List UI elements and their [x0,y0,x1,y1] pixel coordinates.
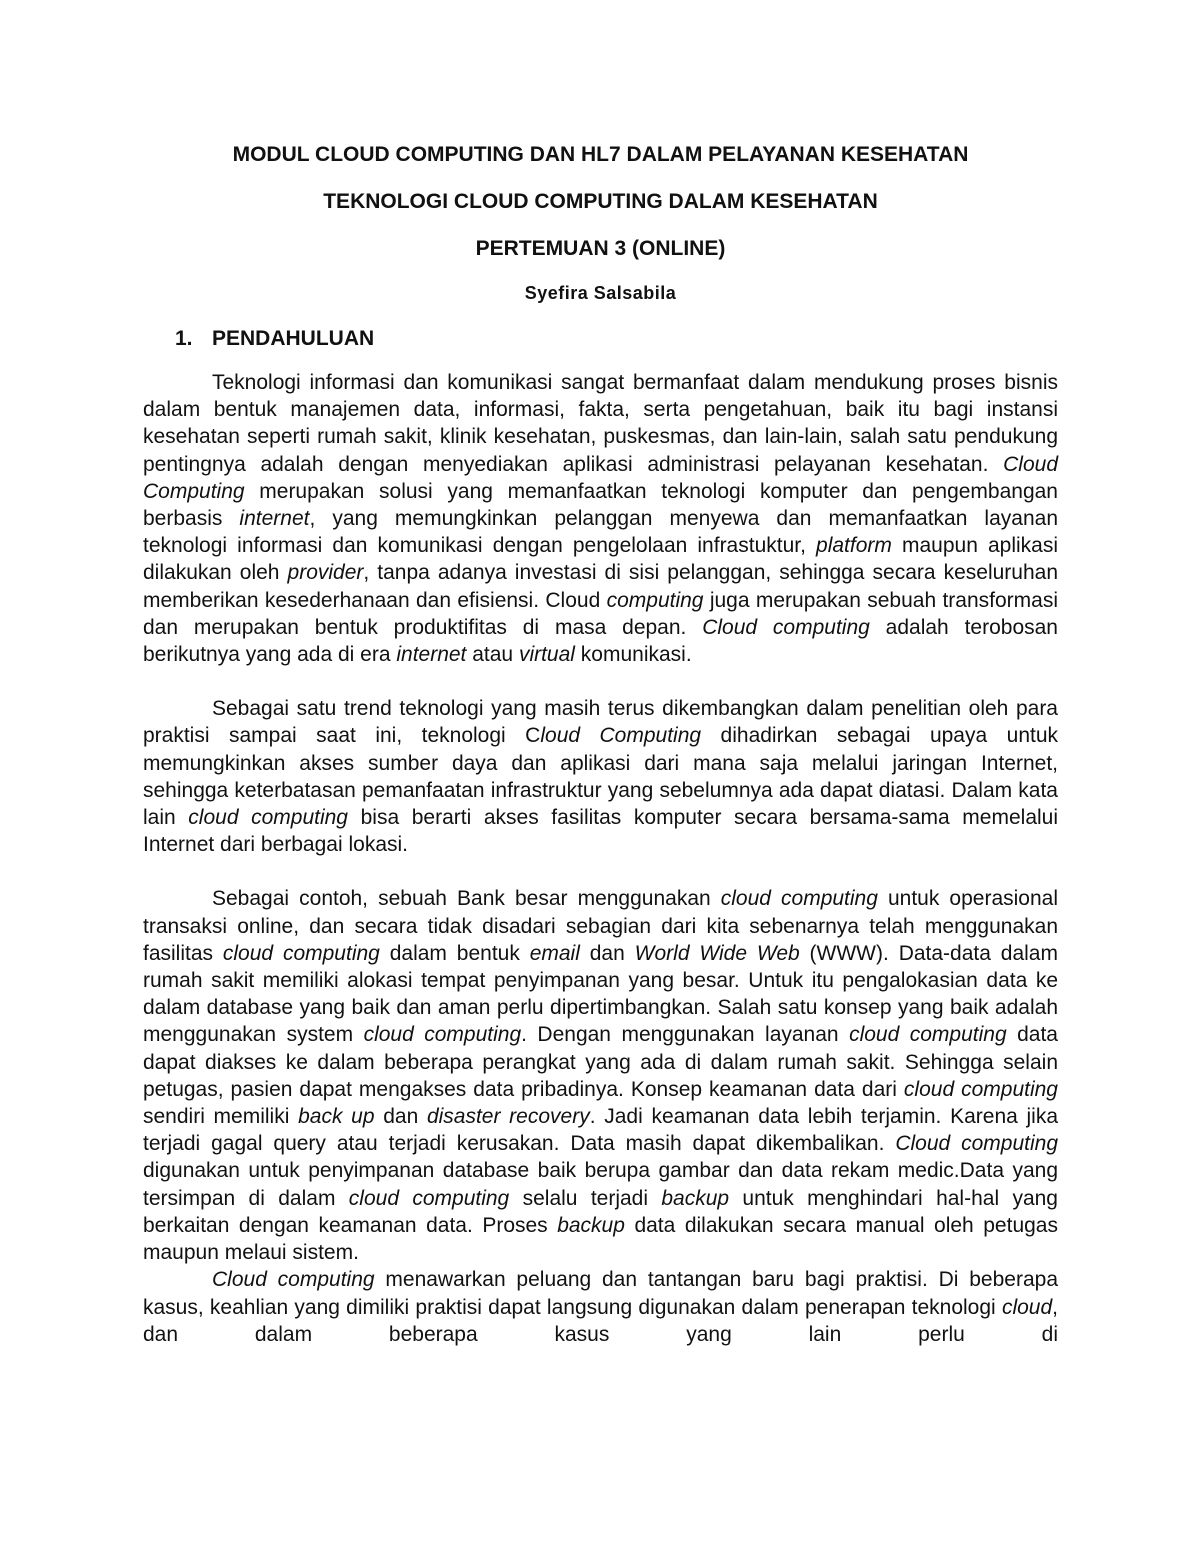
text-run: Sebagai satu trend teknologi yang masih terus dikembangkan dalam penelitian oleh para praktisi sampai saat ini, teknologi C [143,697,1058,748]
italic-term: disaster recovery [426,1105,590,1129]
section-number: 1. [175,327,193,350]
italic-term: computing [606,588,704,612]
text-run: untuk menghindari hal-hal yang berkaitan dengan keamanan data. Proses [143,1186,1058,1237]
italic-term: internet [239,507,310,531]
italic-term: Cloud computing [702,615,870,639]
text-run: dihadirkan sebagai upaya untuk memungkinkan akses sumber daya dan aplikasi dari mana saja melalui jaringan Internet, sehingga keterbatasan pemanfaatan infrastruktur yang sebelumnya ada dapat diatasi. Dalam kata lain [143,724,1059,830]
text-run: data dilakukan secara manual oleh petugas maupun melaui sistem. [143,1213,1058,1265]
text-run: . Dengan menggunakan layanan [521,1023,850,1047]
italic-term: email [529,941,580,965]
text-run: adalah terobosan berikutnya yang ada di era [143,615,1058,667]
text-run: , yang memungkinkan pelanggan menyewa dan memanfaatkan layanan teknologi informasi dan komunikasi dengan pengelolaan infrastuktur, [143,507,1058,558]
italic-term: backup [661,1186,730,1210]
italic-term: cloud computing [348,1186,510,1210]
text-run: dan [579,941,635,965]
italic-term: cloud computing [222,941,380,965]
text-run: dalam bentuk [379,941,530,965]
text-run: (WWW). Data-data dalam rumah sakit memiliki alokasi tempat penyimpanan yang besar. Untuk itu pengalokasian data ke dalam database yang baik dan aman perlu dipertimbangkan. Salah satu konsep yang baik adalah menggunakan system [143,941,1058,1047]
text-run: , tanpa adanya investasi di sisi pelanggan, sehingga secara keseluruhan memberikan kesederhanaan dan efisiensi. Cloud [143,561,1058,612]
section-heading [175,327,374,351]
italic-term: backup [557,1213,625,1237]
text-run: untuk operasional transaksi online, dan secara tidak disadari sebagian dari kita sebenarnya telah menggunakan fasilitas [143,887,1059,965]
text-run: atau [466,643,519,667]
italic-term: platform [816,534,892,558]
italic-term: provider [287,561,364,585]
paragraph-trend [143,695,1058,858]
italic-term: cloud computing [849,1023,1007,1047]
section-title: PENDAHULUAN [212,327,375,350]
document-title: MODUL CLOUD COMPUTING DAN HL7 DALAM PELAYANAN KESEHATAN [232,143,969,166]
text-run: bisa berarti akses fasilitas komputer secara bersama-sama memelalui Internet dari berbagai lokasi. [143,806,1059,857]
italic-term: cloud computing [903,1077,1058,1101]
text-run: sendiri memiliki [143,1105,299,1129]
text-run: komunikasi. [574,643,692,667]
italic-term: virtual [518,643,575,667]
text-run: digunakan untuk penyimpanan database baik berupa gambar dan data rekam medic.Data yang tersimpan di dalam [143,1159,1058,1210]
paragraph-intro [143,369,1058,668]
italic-term: cloud computing [720,887,878,911]
italic-term: cloud computing [363,1023,522,1047]
text-run: menawarkan peluang dan tantangan baru bagi praktisi. Di beberapa kasus, keahlian yang dimiliki praktisi dapat langsung digunakan dalam penerapan teknologi [143,1268,1058,1319]
italic-term: loud Computing [540,724,702,748]
meeting-label: PERTEMUAN 3 (ONLINE) [475,237,726,260]
italic-term: back up [298,1105,375,1129]
text-run: data dapat diakses ke dalam beberapa perangkat yang ada di dalam rumah sakit. Sehingga selain petugas, pasien dapat mengakses data pribadinya. Konsep keamanan data dari [143,1023,1058,1101]
italic-term: internet [396,643,467,667]
text-run: selalu terjadi [509,1186,662,1210]
text-run: maupun aplikasi dilakukan oleh [143,534,1058,585]
text-run: . Jadi keamanan data lebih terjamin. Karena jika terjadi gagal query atau terjadi kerusakan. Data masih dapat dikembalikan. [143,1105,1059,1156]
italic-term: World Wide Web [634,941,800,965]
italic-term: Cloud computing [895,1132,1058,1156]
text-run: dan [374,1105,427,1129]
text-run: , dan dalam beberapa kasus yang lain perlu di [143,1295,1058,1346]
document-subtitle: TEKNOLOGI CLOUD COMPUTING DALAM KESEHATAN [323,190,878,213]
italic-term: cloud [1001,1295,1053,1319]
body-text [143,369,1058,1348]
italic-term: Cloud computing [212,1268,375,1292]
paragraph-opportunity [143,1266,1058,1348]
text-run: merupakan solusi yang memanfaatkan teknologi komputer dan pengembangan berbasis [143,479,1058,531]
text-run: Sebagai contoh, sebuah Bank besar menggunakan [212,887,721,911]
paragraph-example [143,885,1058,1266]
author-name: Syefira Salsabila [524,283,677,303]
text-run: Teknologi informasi dan komunikasi sangat bermanfaat dalam mendukung proses bisnis dalam bentuk manajemen data, informasi, fakta, serta pengetahuan, baik itu bagi instansi kesehatan seperti rumah sakit, klinik kesehatan, puskesmas, dan lain-lain, salah satu pendukung pentingnya adalah dengan menyediakan aplikasi administrasi pelayanan kesehatan. [143,371,1058,476]
italic-term: cloud computing [188,806,348,830]
italic-term: Cloud Computing [143,452,1058,503]
text-run: juga merupakan sebuah transformasi dan merupakan bentuk produktifitas di masa depan. [143,588,1058,639]
